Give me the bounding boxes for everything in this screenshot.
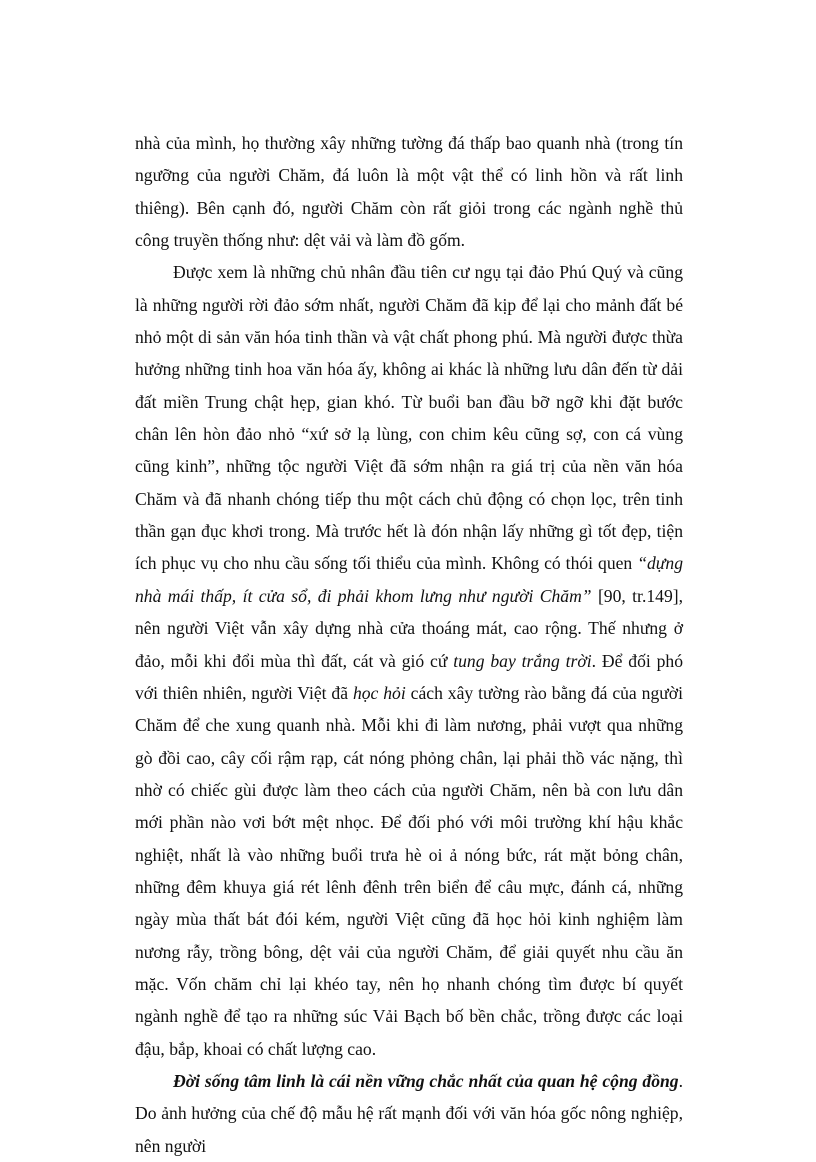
paragraph-2 xyxy=(135,256,683,1065)
paragraph-2-text-b: [90, tr.149], nên người Việt vẫn xây dựng nhà cửa thoáng mát, cao rộng. Thế nhưng ở đảo, mỗi khi đổi mùa thì đất, cát và gió cứ xyxy=(135,585,683,671)
paragraph-2-text-c: . Để đối phó với thiên nhiên, người Việt đã xyxy=(135,650,683,703)
phrase-italic-tung-bay: tung bay trắng trời xyxy=(453,650,592,671)
paragraph-2-text-a: Được xem là những chủ nhân đầu tiên cư ngụ tại đảo Phú Quý và cũng là những người rời đảo sớm nhất, người Chăm đã kịp để lại cho mảnh đất bé nhỏ một di sản văn hóa tinh thần và vật chất phong phú. Mà người được thừa hưởng những tinh hoa văn hóa ấy, không ai khác là những lưu dân đến từ dải đất miền Trung chật hẹp, gian khó. Từ buổi ban đầu bỡ ngỡ khi đặt bước chân lên hòn đảo nhỏ “xứ sở lạ lùng, con chim kêu cũng sợ, con cá vùng cũng kinh”, những tộc người Việt đã sớm nhận ra giá trị của nền văn hóa Chăm và đã nhanh chóng tiếp thu một cách chủ động có chọn lọc, trên tinh thần gạn đục khơi trong. Mà trước hết là đón nhận lấy những gì tốt đẹp, tiện ích phục vụ cho nhu cầu sống tối thiểu của mình. Không có thói quen xyxy=(135,262,683,574)
body-text xyxy=(135,127,683,1162)
paragraph-2-text-d: cách xây tường rào bằng đá của người Chăm để che xung quanh nhà. Mỗi khi đi làm nương, phải vượt qua những gò đồi cao, cây cối rậm rạp, cát nóng phỏng chân, lại phải thồ vác nặng, thì nhờ có chiếc gùi được làm theo cách của người Chăm, nên bà con lưu dân mới phần nào vơi bớt mệt nhọc. Để đối phó với môi trường khí hậu khắc nghiệt, nhất là vào những buổi trưa hè oi ả nóng bức, rát mặt bỏng chân, những đêm khuya giá rét lênh đênh trên biển để câu mực, đánh cá, những ngày mùa thất bát đói kém, người Việt cũng đã học hỏi kinh nghiệm làm nương rẫy, trồng bông, dệt vải của người Chăm, để giải quyết nhu cầu ăn mặc. Vốn chăm chỉ lại khéo tay, nên họ nhanh chóng tìm được bí quyết ngành nghề để tạo ra những súc Vải Bạch bố bền chắc, trồng được các loại đậu, bắp, khoai có chất lượng cao. xyxy=(135,682,683,1059)
phrase-italic-hoc-hoi: học hỏi xyxy=(352,682,406,703)
quote-italic: “dựng nhà mái thấp, ít cửa sổ, đi phải khom lưng như người Chăm” xyxy=(135,553,683,606)
bold-italic-heading: Đời sống tâm linh là cái nền vững chắc nhất của quan hệ cộng đồng xyxy=(173,1070,679,1091)
paragraph-3 xyxy=(135,1065,683,1162)
paragraph-3-text: . Do ảnh hưởng của chế độ mẫu hệ rất mạnh đối với văn hóa gốc nông nghiệp, nên người xyxy=(135,1070,683,1156)
paragraph-1 xyxy=(135,127,683,256)
paragraph-1-text: nhà của mình, họ thường xây những tường đá thấp bao quanh nhà (trong tín ngưỡng của người Chăm, đá luôn là một vật thể có linh hồn và rất linh thiêng). Bên cạnh đó, người Chăm còn rất giỏi trong các ngành nghề thủ công truyền thống như: dệt vải và làm đồ gốm. xyxy=(135,133,683,251)
